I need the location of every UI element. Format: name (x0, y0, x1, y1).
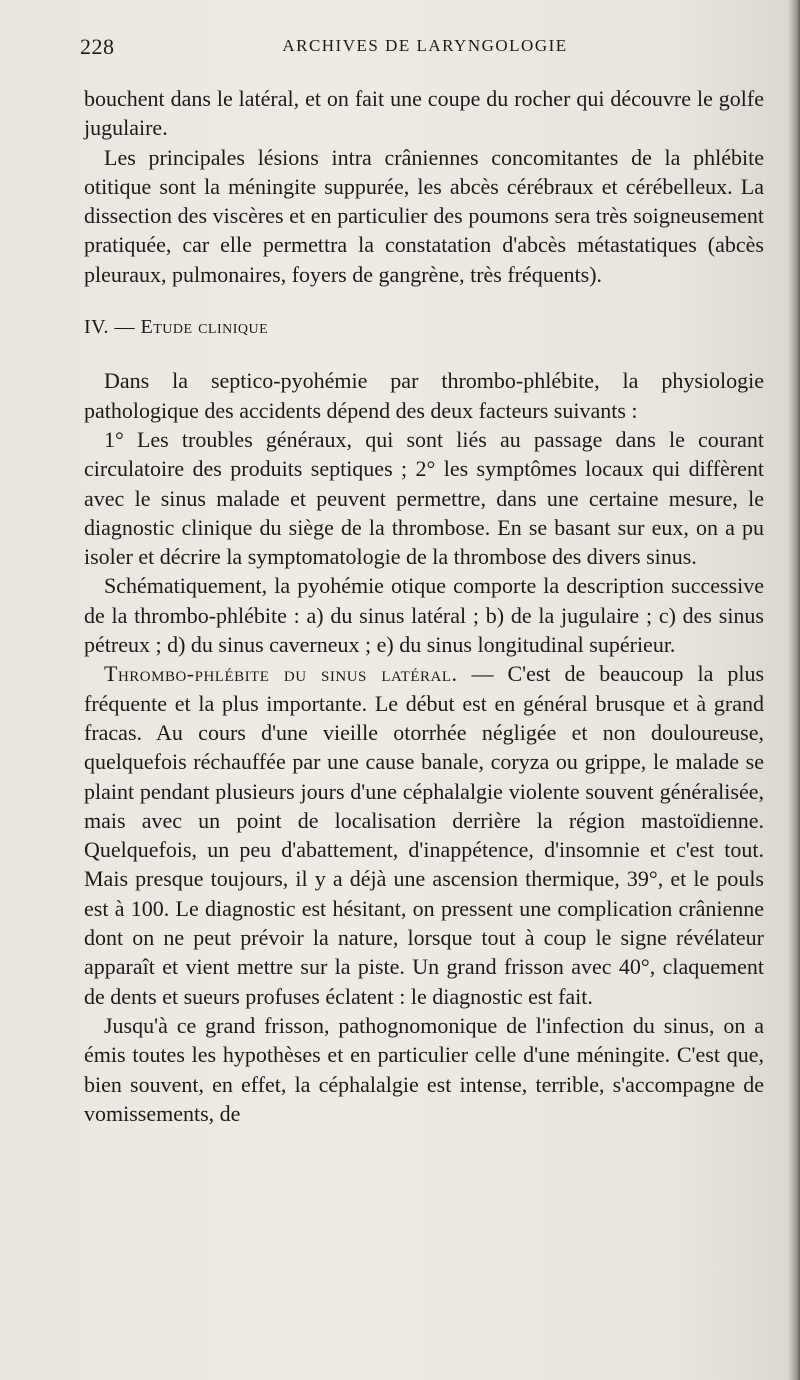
run-in-heading: Thrombo-phlébite du sinus latéral. (104, 661, 458, 687)
body-text (84, 84, 764, 1128)
paragraph: bouchent dans le latéral, et on fait une coupe du rocher qui découvre le golfe jugulaire. (84, 86, 764, 141)
section-heading: IV. — Etude clinique (84, 316, 269, 339)
page-edge-shadow (788, 0, 800, 1380)
paragraph: 1° Les troubles généraux, qui sont liés au passage dans le courant circulatoire des produits septiques ; 2° les symptômes locaux qui diffèrent avec le sinus malade et peuvent permettre, dans une certaine mesure, le diagnostic clinique du siège de la thrombose. En se basant sur eux, on a pu isoler et décrire la symptomatologie de la thrombose des divers sinus. (84, 426, 764, 570)
paragraph: Les principales lésions intra crâniennes concomitantes de la phlébite otitique sont la méningite suppurée, les abcès cérébraux et cérébelleux. La dissection des viscères et en particulier des poumons sera très soigneusement pratiquée, car elle permettra la constatation d'abcès métastatiques (abcès pleuraux, pulmonaires, foyers de gangrène, très fréquents). (84, 144, 764, 287)
paragraph: Schématiquement, la pyohémie otique comporte la description successive de la thrombo-phlébite : a) du sinus latéral ; b) de la jugulaire ; c) des sinus pétreux ; d) du sinus caverneux ; e) du sinus longitudinal supérieur. (84, 573, 764, 658)
paragraph: Jusqu'à ce grand frisson, pathognomonique de l'infection du sinus, on a émis toutes les hypothèses et en particulier celle d'une méningite. C'est que, bien souvent, en effet, la céphalalgie est intense, terrible, s'accompagne de vomissements, de (84, 1012, 764, 1126)
paragraph-text: — C'est de beaucoup la plus fréquente et la plus importante. Le début est en général brusque et à grand fracas. Au cours d'une vieille otorrhée négligée et non douloureuse, quelquefois réchauffée par une cause banale, coryza ou grippe, le malade se plaint pendant plusieurs jours d'une céphalalgie violente souvent généralisée, mais avec un point de localisation derrière la région mastoïdienne. Quelquefois, un peu d'abattement, d'inappétence, d'insomnie et c'est tout. Mais presque toujours, il y a déjà une ascension thermique, 39°, et le pouls est à 100. Le diagnostic est hésitant, on pressent une complication crânienne dont on ne peut prévoir la nature, lorsque tout à coup le signe révélateur apparaît et vient mettre sur la piste. Un grand frisson avec 40°, claquement de dents et sueurs profuses éclatent : le diagnostic est fait. (84, 661, 765, 1009)
page-header (80, 30, 770, 64)
page-number: 228 (80, 34, 115, 59)
paragraph (84, 659, 764, 1011)
paragraph: Dans la septico-pyohémie par thrombo-phlébite, la physiologie pathologique des accidents dépend des deux facteurs suivants : (84, 368, 764, 423)
running-head: ARCHIVES DE LARYNGOLOGIE (282, 36, 568, 55)
